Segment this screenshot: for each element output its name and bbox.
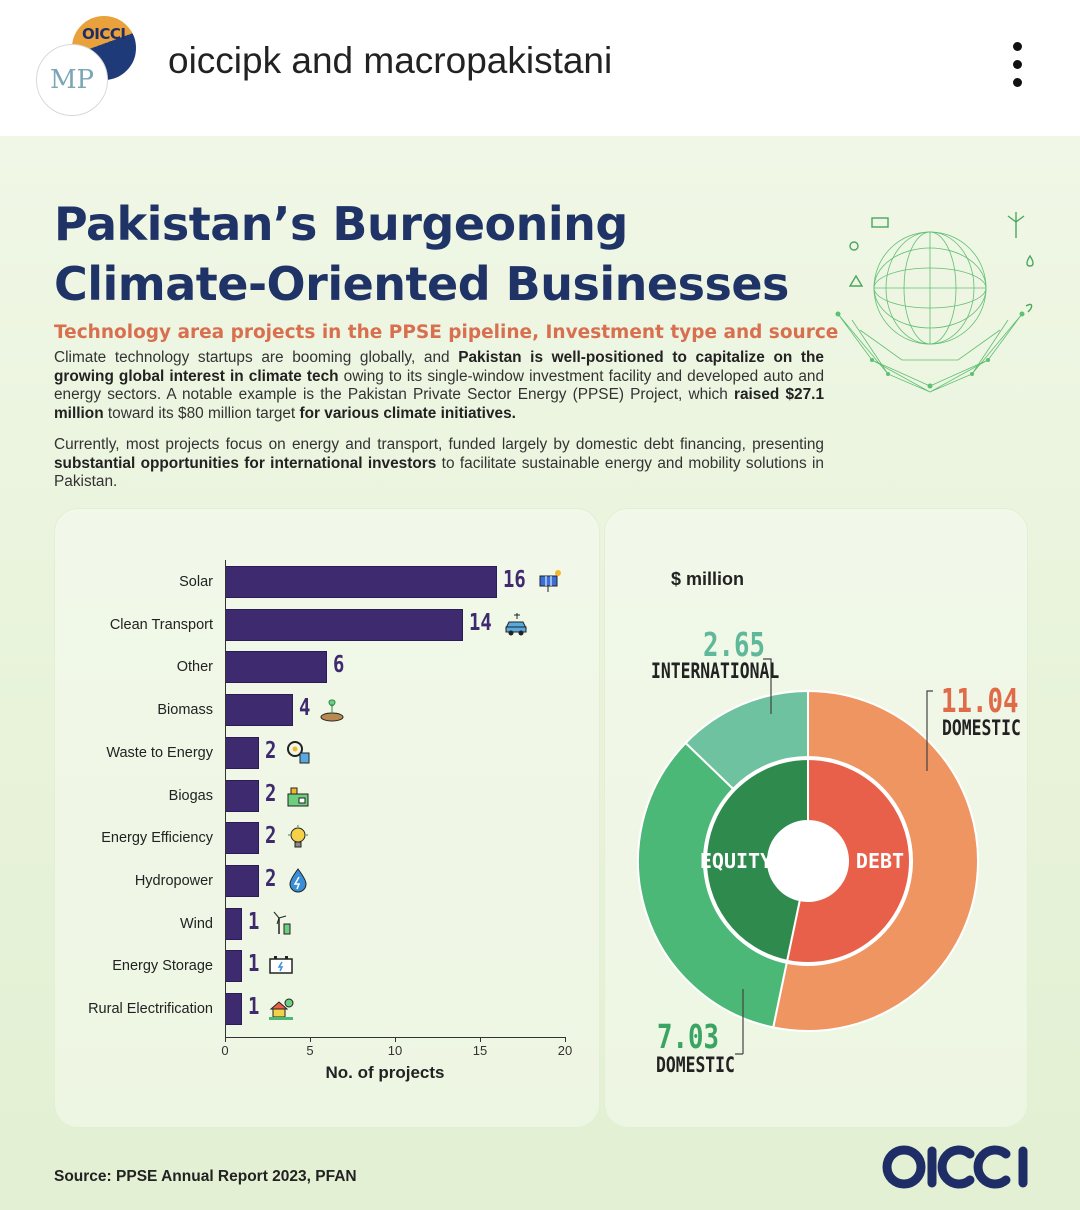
x-tick-20 [565,1037,566,1042]
electric-car-icon [503,611,529,637]
climate-globe-illustration [832,210,1064,400]
biomass-icon [319,696,345,722]
bar-biomass [225,694,293,726]
solar-panel-icon [537,568,563,594]
avatar-monogram: MP [49,65,95,95]
intro-paragraph [54,349,824,423]
wind-turbine-icon [268,910,294,936]
category-label-energy-efficiency: Energy Efficiency [101,830,213,847]
bar-energy-storage [225,950,242,982]
international-label: INTERNATIONAL [651,659,780,683]
projects-bar-chart-panel [54,508,600,1128]
body-text-0: Climate technology startups are booming globally, and [54,349,459,366]
title-line-2: Climate-Oriented Businesses [54,257,789,311]
category-label-clean-transport: Clean Transport [109,616,213,633]
source-note: Source: PPSE Annual Report 2023, PFAN [54,1168,357,1185]
bar-waste-to-energy [225,737,259,769]
international-value: 2.65 [703,625,765,664]
bar-energy-efficiency [225,822,259,854]
rural-house-icon [268,995,294,1021]
emphasis-text-1: Pakistan is well-positioned to capitalize on the growing global interest in climate tech [54,349,824,385]
biogas-plant-icon [285,782,311,808]
body-text-2: to facilitate sustainable energy and mobility solutions in Pakistan. [54,454,824,490]
emphasis-text-3: raised $27.1 million [54,386,825,422]
donut-hole [768,821,848,901]
bar-rural-electrification [225,993,242,1025]
battery-icon [268,952,294,978]
x-tick-label-15: 15 [472,1042,488,1058]
infographic [0,136,1080,1210]
authors-joiner: and [291,40,354,81]
infographic-title [54,194,854,314]
post-authors [168,40,612,82]
x-tick-label-10: 10 [387,1042,403,1058]
context-paragraph [54,436,824,492]
x-axis-label: No. of projects [325,1063,445,1082]
category-label-wind: Wind [179,915,213,932]
oicci-logo [882,1141,1030,1193]
x-tick-label-5: 5 [306,1042,314,1058]
category-label-waste-to-energy: Waste to Energy [106,744,213,761]
bulb-icon [285,824,311,850]
donut-unit-label: $ million [671,569,745,589]
bar-hydropower [225,865,259,897]
equity-label: EQUITY [699,849,773,873]
waste-to-energy-icon [285,739,311,765]
author-handle-oiccipk[interactable]: oiccipk [168,40,282,81]
emphasis-text-1: substantial opportunities for international investors [54,454,437,472]
bar-solar [225,566,497,598]
bar-biogas [225,780,259,812]
bar-value-solar: 16 [503,567,526,593]
category-label-other: Other [176,659,213,676]
bar-value-energy-efficiency: 2 [265,823,277,850]
bar-value-rural-electrification: 1 [248,994,260,1020]
x-tick-10 [395,1037,396,1042]
debt-domestic-value: 11.04 [941,681,1019,720]
category-label-energy-storage: Energy Storage [112,958,213,975]
category-label-rural-electrification: Rural Electrification [88,1001,213,1017]
y-axis-line [225,560,226,1037]
bar-clean-transport [225,609,463,641]
body-text-0: Currently, most projects focus on energy and transport, funded largely by domestic debt financing, presenting [54,436,824,453]
bar-value-biogas: 2 [265,780,277,807]
investment-donut-chart-panel [604,508,1028,1128]
category-label-solar: Solar [179,574,213,590]
debt-domestic-label: DOMESTIC [942,716,1021,740]
x-tick-label-20: 20 [557,1042,573,1058]
emphasis-text-5: for various climate initiatives. [299,404,516,422]
bar-value-waste-to-energy: 2 [265,737,277,764]
bar-wind [225,908,242,940]
author-handle-macropakistani[interactable]: macropakistani [363,40,613,81]
post-header [0,0,1080,136]
more-options-icon[interactable] [1008,42,1028,88]
bar-value-wind: 1 [248,908,260,935]
title-line-1: Pakistan’s Burgeoning [54,197,628,251]
bar-value-clean-transport: 14 [469,609,492,636]
bar-value-energy-storage: 1 [248,951,260,978]
body-text-4: toward its $80 million target [103,404,300,422]
bar-other [225,651,327,683]
x-tick-0 [225,1037,226,1042]
x-tick-15 [480,1037,481,1042]
infographic-subtitle: Technology area projects in the PPSE pipeline, Investment type and source [54,322,839,343]
body-text-2: owing to its single-window investment facility and developed auto and energy sectors. A notable example is the Pakistan Private Sector Energy (PPSE) Project, which [54,367,825,403]
bar-value-biomass: 4 [299,695,311,722]
x-tick-label-0: 0 [221,1042,229,1058]
equity-domestic-label: DOMESTIC [656,1053,735,1077]
equity-domestic-value: 7.03 [657,1017,719,1056]
bar-value-hydropower: 2 [265,865,277,892]
debt-label: DEBT [855,849,905,873]
avatar-text: OICCI [82,25,126,43]
category-label-biomass: Biomass [157,702,213,719]
water-energy-icon [285,867,311,893]
category-label-hydropower: Hydropower [134,872,213,889]
category-label-biogas: Biogas [168,787,213,804]
macropakistani-avatar[interactable] [36,44,108,116]
bar-value-other: 6 [333,652,345,679]
x-tick-5 [310,1037,311,1042]
